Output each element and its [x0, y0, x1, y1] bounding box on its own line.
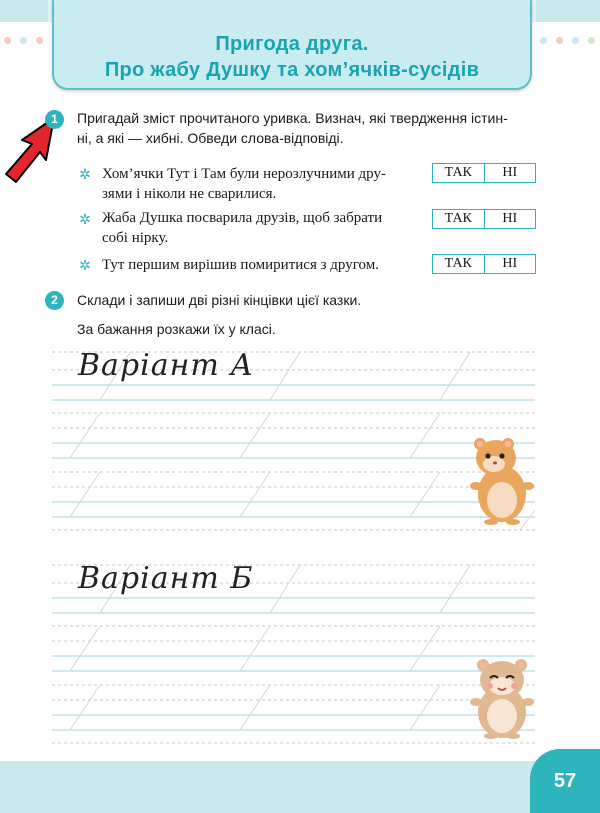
- statement-1-line2: зями і ніколи не сварилися.: [102, 186, 277, 202]
- decorative-dots-left: [4, 37, 59, 45]
- sun-bullet-icon: ✲: [79, 211, 91, 227]
- hamster-illustration: [466, 436, 538, 526]
- lesson-title-line2: Про жабу Душку та хом’ячків-сусідів: [104, 59, 480, 81]
- variant-a-heading: Варіант А: [78, 348, 255, 383]
- page-footer: [0, 761, 600, 813]
- task2-instruction-line1: Склади і запиши дві різні кінцівки цієї казки.: [77, 292, 362, 308]
- lesson-title-line1: Пригода друга.: [215, 33, 369, 55]
- task-number-badge: 2: [45, 291, 64, 310]
- decorative-dots-right: [540, 37, 595, 45]
- sun-bullet-icon: ✲: [79, 166, 91, 182]
- variant-b-heading: Варіант Б: [78, 561, 254, 596]
- choice-yes[interactable]: ТАК: [433, 164, 485, 182]
- choice-no[interactable]: НІ: [502, 165, 518, 180]
- top-strip-left: [0, 0, 48, 22]
- true-false-choice-1[interactable]: [432, 163, 536, 183]
- task1-instruction-line2: ні, а які — хибні. Обведи слова-відповіді.: [77, 130, 344, 146]
- statement-2-line1: Жаба Душка посварила друзів, щоб забрати: [102, 210, 383, 226]
- task1-instruction-line1: Пригадай зміст прочитаного уривка. Визнач, які твердження істин-: [77, 110, 508, 126]
- choice-no[interactable]: НІ: [502, 256, 518, 271]
- lesson-title-card: [52, 0, 532, 90]
- choice-no[interactable]: НІ: [502, 211, 518, 226]
- sun-bullet-icon: ✲: [79, 257, 91, 273]
- choice-yes[interactable]: ТАК: [433, 210, 485, 228]
- choice-yes[interactable]: ТАК: [433, 255, 485, 273]
- true-false-choice-3[interactable]: [432, 254, 536, 274]
- hamster-illustration: [466, 656, 538, 740]
- true-false-choice-2[interactable]: [432, 209, 536, 229]
- statement-1-line1: Хом’ячки Тут і Там були нерозлучними дру-: [102, 166, 386, 182]
- statement-2-line2: собі нірку.: [102, 230, 169, 246]
- page-number: 57: [530, 749, 600, 813]
- top-strip-right: [536, 0, 600, 22]
- task-number-badge: 1: [45, 110, 64, 129]
- task2-instruction-line2: За бажання розкажи їх у класі.: [77, 321, 276, 337]
- statement-3-line1: Тут першим вирішив помиритися з другом.: [102, 257, 379, 273]
